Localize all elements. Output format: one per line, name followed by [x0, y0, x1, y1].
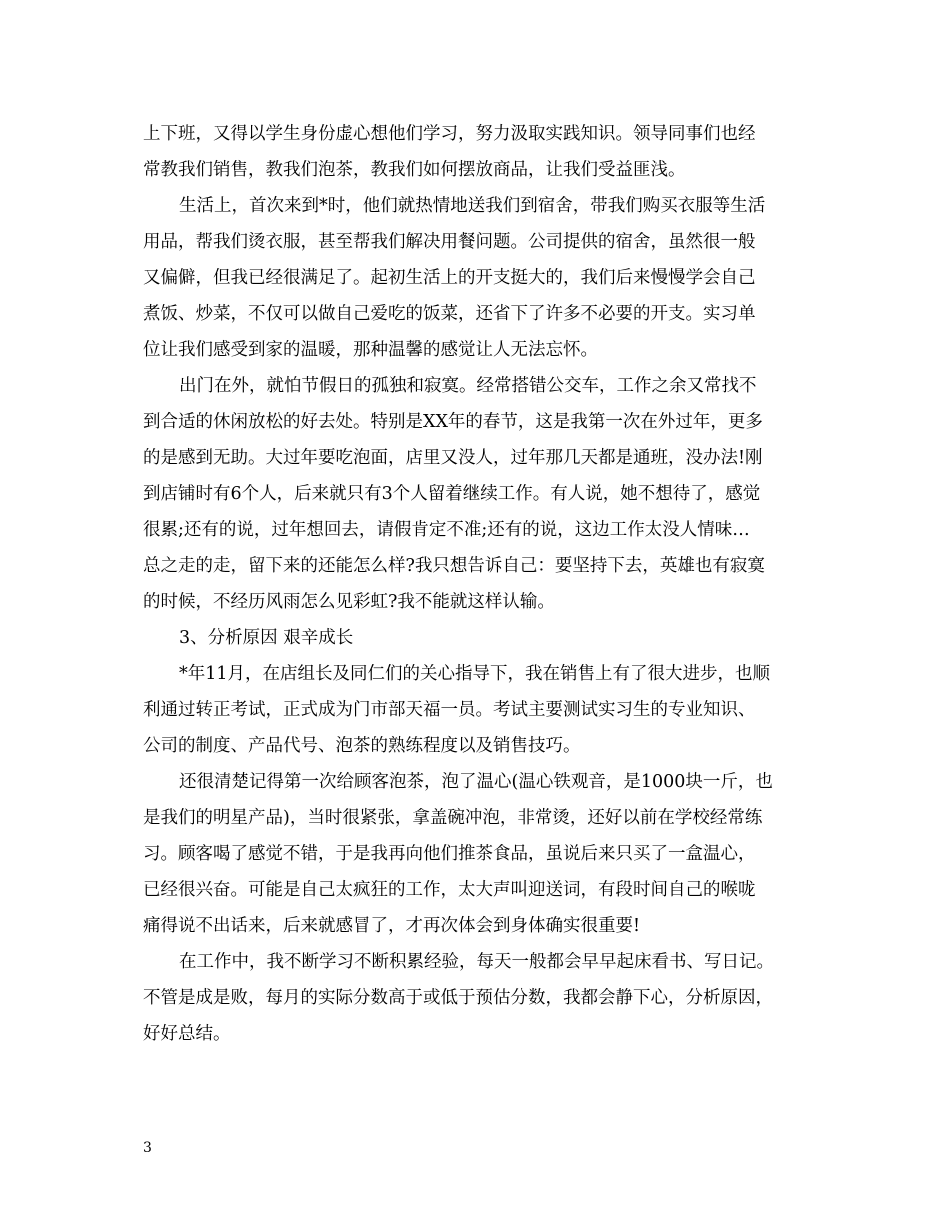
paragraph-first-line: 生活上，首次来到*时，他们就热情地送我们到宿舍，带我们购买衣服等生活: [179, 196, 766, 216]
text-line: 不管是成是败，每月的实际分数高于或低于预估分数，我都会静下心，分析原因，: [143, 988, 773, 1008]
text-line: 上下班，又得以学生身份虚心想他们学习，努力汲取实践知识。领导同事们也经: [143, 124, 756, 144]
text-line: 用品，帮我们烫衣服，甚至帮我们解决用餐问题。公司提供的宿舍，虽然很一般: [143, 232, 756, 252]
text-line: 利通过转正考试，正式成为门市部天福一员。考试主要测试实习生的专业知识、: [143, 700, 756, 720]
text-line: 习。顾客喝了感觉不错，于是我再向他们推茶食品，虽说后来只买了一盒温心，: [143, 844, 756, 864]
paragraph-first-line: 3、分析原因 艰辛成长: [179, 628, 354, 648]
paragraph-first-line: 出门在外，就怕节假日的孤独和寂寞。经常搭错公交车，工作之余又常找不: [179, 376, 757, 396]
text-line: 的是感到无助。大过年要吃泡面，店里又没人，过年那几天都是通班，没办法!刚: [143, 448, 763, 468]
text-line: 常教我们销售，教我们泡茶，教我们如何摆放商品，让我们受益匪浅。: [143, 160, 686, 180]
paragraph-first-line: *年11月，在店组长及同仁们的关心指导下，我在销售上有了很大进步，也顺: [179, 664, 771, 684]
text-line: 煮饭、炒菜，不仅可以做自己爱吃的饭菜，还省下了许多不必要的开支。实习单: [143, 304, 756, 324]
text-line: 是我们的明星产品)，当时很紧张，拿盖碗冲泡，非常烫，还好以前在学校经常练: [143, 808, 763, 828]
text-line: 公司的制度、产品代号、泡茶的熟练程度以及销售技巧。: [143, 736, 581, 756]
document-body: [143, 116, 809, 1052]
text-line: 已经很兴奋。可能是自己太疯狂的工作，太大声叫迎送词，有段时间自己的喉咙: [143, 880, 756, 900]
paragraph-first-line: 还很清楚记得第一次给顾客泡茶，泡了温心(温心铁观音，是1000块一斤，也: [179, 772, 773, 792]
text-line: 痛得说不出话来，后来就感冒了，才再次体会到身体确实很重要!: [143, 916, 641, 936]
text-line: 又偏僻，但我已经很满足了。起初生活上的开支挺大的，我们后来慢慢学会自己: [143, 268, 756, 288]
text-line: 总之走的走，留下来的还能怎么样?我只想告诉自己：要坚持下去，英雄也有寂寞: [143, 556, 765, 576]
text-line: 很累;还有的说，过年想回去，请假肯定不准;还有的说，这边工作太没人情味…: [143, 520, 750, 540]
text-line: 的时候，不经历风雨怎么见彩虹?我不能就这样认输。: [143, 592, 555, 612]
text-line: 好好总结。: [143, 1024, 231, 1044]
text-line: 位让我们感受到家的温暖，那种温馨的感觉让人无法忘怀。: [143, 340, 598, 360]
paragraph-first-line: 在工作中，我不断学习不断积累经验，每天一般都会早早起床看书、写日记。: [179, 952, 774, 972]
page-number: 3: [143, 1140, 152, 1156]
text-line: 到合适的休闲放松的好去处。特别是XX年的春节，这是我第一次在外过年，更多: [143, 412, 763, 432]
text-line: 到店铺时有6个人，后来就只有3个人留着继续工作。有人说，她不想待了，感觉: [143, 484, 761, 504]
